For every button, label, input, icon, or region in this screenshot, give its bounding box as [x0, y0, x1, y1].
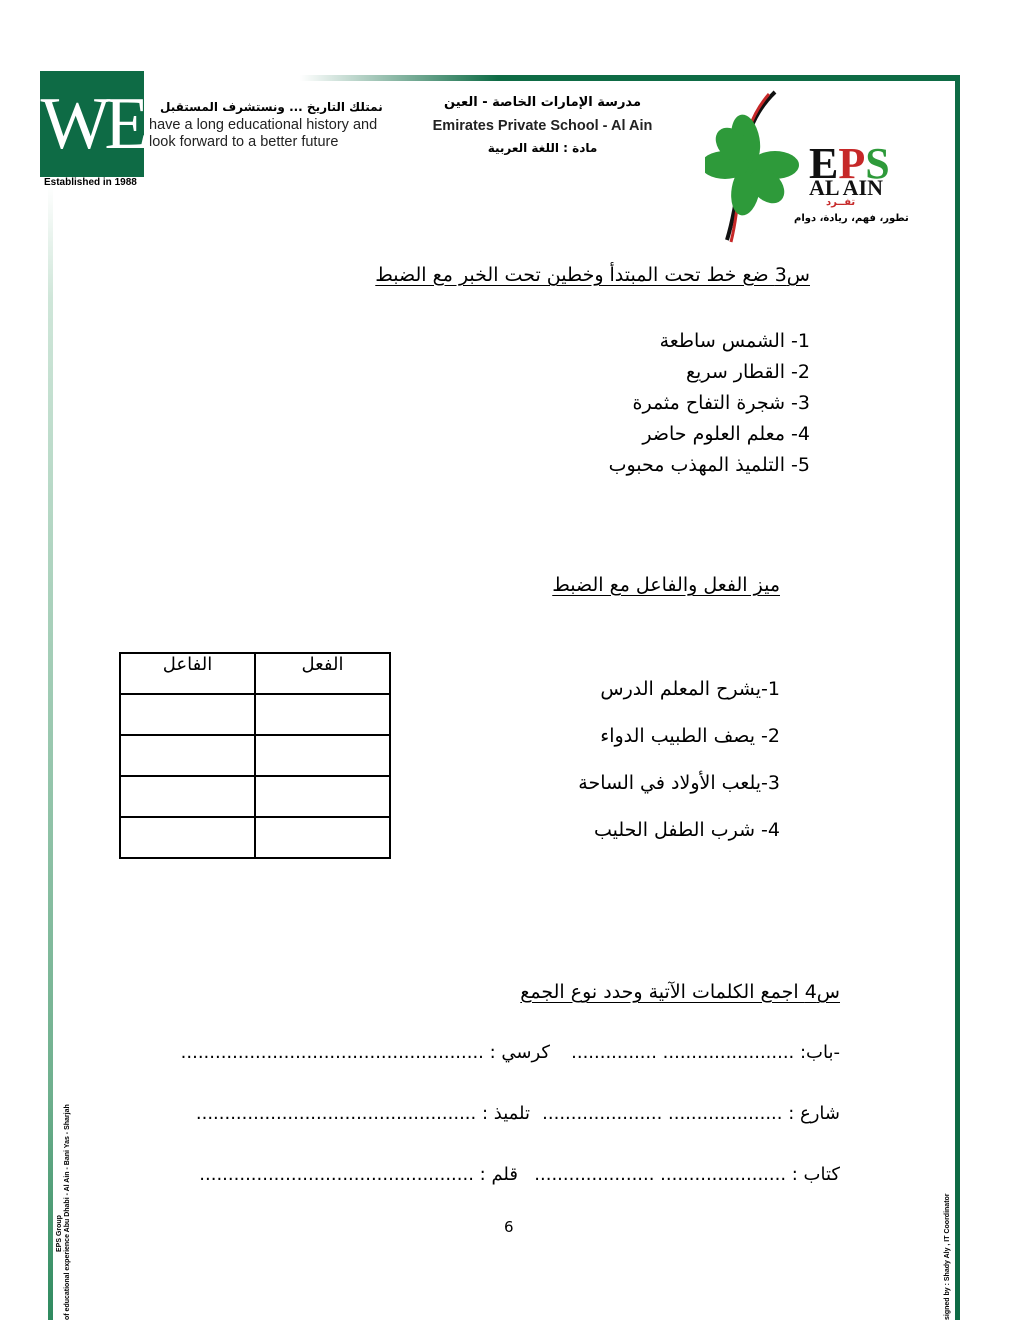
table-row: [120, 776, 390, 817]
list-item: 1- الشمس ساطعة: [659, 330, 810, 352]
page-number: 6: [504, 1218, 514, 1236]
list-item: 4- معلم العلوم حاضر: [642, 423, 810, 445]
eps-logo: [705, 90, 915, 250]
table-header-row: [120, 653, 390, 694]
answer-cell[interactable]: [255, 735, 390, 776]
answer-cell[interactable]: [120, 694, 255, 735]
answer-cell[interactable]: [120, 776, 255, 817]
table-row: [120, 694, 390, 735]
plural-field[interactable]: -باب: ....................... ...............: [571, 1042, 840, 1063]
we-logo: WE: [40, 71, 144, 177]
table-row: [120, 735, 390, 776]
q3-heading: س3 ضع خط تحت المبتدأ وخطين تحت الخبر مع الضبط: [375, 264, 810, 286]
list-item: 2- يصف الطبيب الدواء: [600, 725, 780, 747]
list-item: 5- التلميذ المهذب محبوب: [608, 454, 810, 476]
verb-subject-table: [119, 652, 391, 859]
plural-field[interactable]: كتاب : ...................... .....................: [534, 1164, 840, 1185]
q3-list: [609, 326, 810, 481]
left-border: [48, 185, 53, 1320]
established-text: Established in 1988: [44, 177, 137, 188]
answer-cell[interactable]: [255, 817, 390, 858]
svg-text:EPS: EPS: [809, 139, 890, 188]
top-border: [300, 75, 960, 81]
subject-label: مادة : اللغة العربية: [487, 141, 598, 155]
svg-text:AL AIN: AL AIN: [809, 175, 883, 200]
right-border: [955, 75, 960, 1320]
school-name-english: Emirates Private School - Al Ain: [432, 118, 653, 134]
q4-heading: س4 اجمع الكلمات الآتية وحدد نوع الجمع: [520, 981, 840, 1003]
answer-cell[interactable]: [255, 776, 390, 817]
answer-cell[interactable]: [120, 817, 255, 858]
eps-tagline: تطور، فهم، ريادة، دوام: [794, 213, 909, 224]
plural-field[interactable]: كرسي : .....................................................: [180, 1042, 550, 1063]
side-text-group: EPS Group: [56, 1215, 63, 1252]
motto-line: have a long educational history and: [149, 117, 378, 133]
sentence-list: [578, 666, 780, 854]
plural-field[interactable]: قلم : ................................................: [199, 1164, 518, 1185]
list-item: 1-يشرح المعلم الدرس: [600, 678, 780, 700]
answer-cell[interactable]: [120, 735, 255, 776]
list-item: 3- شجرة التفاح مثمرة: [632, 392, 810, 414]
clover-icon: [705, 90, 915, 250]
motto-line: look forward to a better future: [149, 134, 339, 150]
column-header-subject: الفاعل: [120, 653, 255, 694]
eps-tagline-title: تفــرد: [826, 197, 856, 208]
list-item: 3-يلعب الأولاد في الساحة: [578, 772, 780, 794]
plural-field[interactable]: تلميذ : .................................................: [195, 1103, 530, 1124]
list-item: 2- القطار سريع: [685, 361, 810, 383]
answer-cell[interactable]: [255, 694, 390, 735]
plural-field[interactable]: شارع : .................... .....................: [542, 1103, 840, 1124]
column-header-verb: الفعل: [255, 653, 390, 694]
list-item: 4- شرب الطفل الحليب: [593, 819, 780, 841]
side-text-branches: of educational experience Abu Dhabi - Al Ain - Bani Yas - Sharjah: [64, 1104, 71, 1320]
table-row: [120, 817, 390, 858]
school-name-arabic: مدرسة الإمارات الخاصة - العين: [444, 95, 641, 110]
verb-subject-heading: ميز الفعل والفاعل مع الضبط: [552, 574, 780, 596]
motto-arabic: نمتلك التاريخ ... ونستشرف المستقبل: [160, 100, 383, 114]
motto-english: [149, 117, 377, 151]
side-text-designer: signed by : Shady Aly , IT Coordinator: [944, 1193, 951, 1320]
